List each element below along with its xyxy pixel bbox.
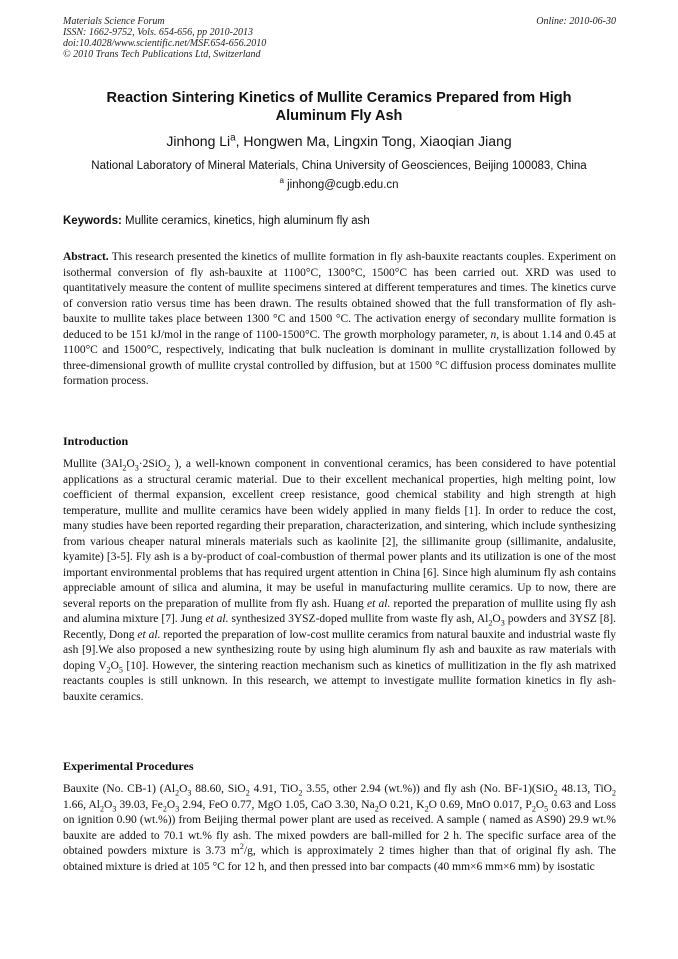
exp-sup: 2 [239, 842, 244, 852]
intro-sub: 2 [106, 664, 111, 674]
intro-etal: et al. [137, 628, 161, 641]
exp-sub: 2 [175, 788, 180, 798]
exp-sub: 2 [298, 788, 303, 798]
exp-sub: 3 [112, 803, 117, 813]
intro-seg: synthesized 3YSZ-doped mullite from waste fly ash, Al [228, 613, 489, 625]
intro-seg: O [110, 659, 119, 672]
intro-sub: 2 [122, 463, 127, 473]
exp-seg: O [104, 798, 113, 811]
exp-seg: O [535, 798, 545, 811]
exp-seg: O [179, 783, 188, 795]
exp-sub: 2 [99, 803, 105, 813]
experimental-heading: Experimental Procedures [63, 759, 194, 773]
abstract-param: n [490, 328, 497, 341]
exp-seg: 1.66, Al [63, 798, 100, 811]
intro-seg: ), a well-known component in conventional ceramics, has been considered to have potential applications as a structural ceramic material. Due to their excellent mechanical properties, high melting point, low coefficient of thermal expansion, excellent creep resistance, good chemical stability and high strength at high temperature, mullite and mullite ceramics have been widely applied in many fields [1]. In order to reduce the cost, many studies have been reported regarding their preparation, characterization, and sintering, which include synthesizing from various cheaper natural minerals materials such as kaolinite [2], the sillimanite group (sillimanite, andalusite, kyamite) [3-5]. Fly ash is a by-product of coal-combustion of thermal power plants and its utilization is one of the most important environmental problems that has required urgent attention in China [6]. Since high aluminum fly ash contains appreciable amount of silica and alumina, it may be useful in manufacturing mullite ceramics. Up to now, there are several reports on the preparation of mullite from fly ash. Huang [63, 458, 616, 610]
intro-etal: et al. [366, 597, 391, 610]
email-mark: a [279, 176, 284, 186]
paper-title: Reaction Sintering Kinetics of Mullite Ceramics Prepared from High Aluminum Fly Ash [106, 90, 572, 124]
exp-sub: 3 [175, 803, 180, 813]
journal-name: Materials Science Forum [63, 16, 165, 27]
online-date: Online: 2010-06-30 [536, 16, 616, 27]
exp-sub: 2 [553, 788, 558, 798]
exp-seg: 39.03, Fe [116, 798, 163, 811]
intro-sub: 2 [488, 618, 493, 628]
introduction-text [63, 457, 616, 705]
journal-header [63, 16, 266, 60]
exp-sub: 2 [531, 803, 536, 813]
exp-sub: 2 [245, 788, 250, 798]
abstract-label: Abstract. [63, 251, 109, 263]
exp-seg: /g, which is approximately 2 times higher than that of original fly ash. The obtained mixture is dried at 105 °C for 12 h, and then pressed into bar compacts (40 mm×6 mm×6 mm) by isostatic [63, 845, 617, 873]
keywords [63, 214, 370, 228]
exp-seg: 88.60, SiO [191, 783, 246, 795]
exp-seg: 3.55, other 2.94 (wt.%)) and fly ash (No. BF-1)(SiO [302, 783, 554, 795]
exp-seg: 4.91, TiO [249, 783, 299, 795]
intro-sub: 3 [134, 463, 139, 473]
intro-seg: O [126, 458, 135, 470]
abstract [63, 250, 616, 390]
exp-seg: O 0.21, K [378, 798, 425, 811]
author-email [30, 178, 648, 192]
exp-sub: 2 [611, 788, 616, 798]
journal-copyright: © 2010 Trans Tech Publications Ltd, Switzerland [63, 49, 261, 60]
intro-seg: ·2SiO [138, 458, 167, 470]
exp-sub: 2 [424, 803, 429, 813]
exp-sub: 5 [544, 803, 549, 813]
exp-sub: 3 [187, 788, 192, 798]
intro-etal: et al. [205, 613, 229, 625]
author-list [40, 132, 638, 150]
exp-seg: 0.63 and Loss on ignition 0.90 (wt.%)) from Beijing thermal power plant are used as received. A sample ( named as AS90) 29.9 wt.% bauxite are added to 70.1 wt.% fly ash. The mixed powders are ball-milled for 2 h. The specific surface area of the obtained powders mixture is 3.73 m [63, 798, 616, 857]
exp-seg: Bauxite (No. CB-1) (Al [63, 783, 176, 795]
abstract-text-2: , is about 1.14 and 0.45 at 1100°C and 1500°C, respectively, indicating that bulk nucleation is dominant in mullite crystallization followed by three-dimensional growth of mullite crystal controlled by diffusion, but at 1500 °C diffusion process dominates mullite formation process. [63, 328, 616, 387]
exp-seg: O [166, 798, 176, 811]
journal-issn: ISSN: 1662-9752, Vols. 654-656, pp 2010-2013 [63, 27, 253, 38]
email-address[interactable]: jinhong@cugb.edu.cn [287, 179, 399, 191]
intro-seg: reported the preparation of mullite using fly ash and alumina mixture [7]. Jung [63, 597, 616, 625]
exp-sub: 2 [162, 803, 167, 813]
affiliation: National Laboratory of Mineral Materials, China University of Geosciences, Beijing 100083, China [91, 160, 587, 172]
intro-seg: powders and 3YSZ [8]. Recently, Dong [63, 613, 617, 641]
intro-sub: 3 [500, 618, 505, 628]
author-rest: , Hongwen Ma, Lingxin Tong, Xiaoqian Jiang [235, 133, 512, 149]
introduction-heading: Introduction [63, 434, 129, 448]
author-first-mark: a [230, 132, 236, 144]
intro-seg: O [492, 613, 501, 625]
exp-seg: 2.94, FeO 0.77, MgO 1.05, CaO 3.30, Na [179, 798, 375, 811]
experimental-text [63, 782, 616, 875]
keywords-text: Mullite ceramics, kinetics, high aluminum fly ash [125, 215, 370, 227]
abstract-text-1: This research presented the kinetics of mullite formation in fly ash-bauxite reactants couples. Experiment on isothermal conversion of fly ash-bauxite at 1100°C, 1300°C, 1500°C has been carried out. XRD was used to quantitatively measure the content of mullite specimens sintered at different temperatures and times. The kinetics curve of conversion ratio versus time has been drawn. The results obtained showed that the full transformation of fly ash-bauxite to mullite takes place between 1300 °C and 1500 °C. The activation energy of secondary mullite formation is deduced to be 151 kJ/mol in the range of 1100-1500°C. The growth morphology parameter, [63, 251, 616, 341]
intro-seg: [10]. However, the sintering reaction mechanism such as kinetics of mullitization in the fly ash matrixed reactants couples is still unknown. In this research, we attempt to investigate mullite formation kinetics in fly ash-bauxite ceramics. [63, 659, 616, 703]
intro-sub: 5 [118, 664, 123, 674]
intro-sub: 2 [166, 463, 171, 473]
journal-doi: doi:10.4028/www.scientific.net/MSF.654-656.2010 [63, 38, 267, 49]
intro-seg: Mullite (3Al [63, 458, 123, 470]
keywords-label: Keywords: [63, 215, 122, 227]
exp-seg: 48.13, TiO [557, 783, 612, 795]
intro-seg: reported the preparation of low-cost mullite ceramics from natural bauxite and industrial waste fly ash [9].We also proposed a new synthesizing route by using high aluminum fly ash and bauxite as raw materials with doping V [63, 628, 617, 672]
exp-seg: O 0.69, MnO 0.017, P [428, 798, 532, 811]
exp-sub: 2 [374, 803, 379, 813]
author-first: Jinhong Li [166, 133, 231, 149]
